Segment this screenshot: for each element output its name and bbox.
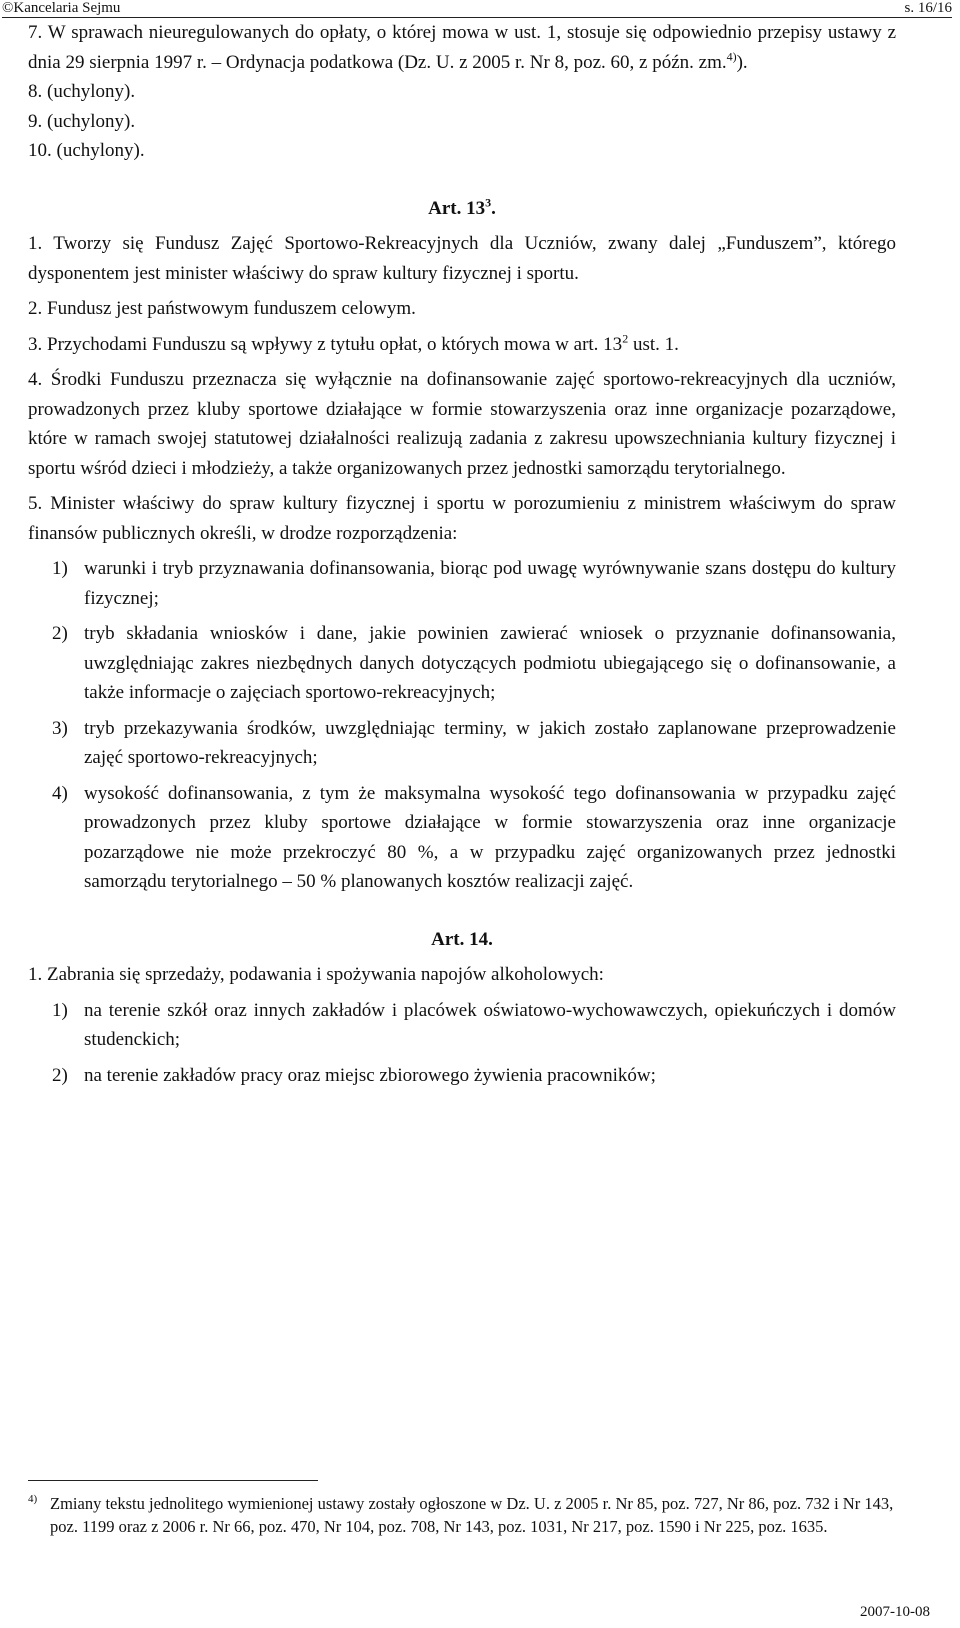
- paragraph-7-end: ).: [736, 51, 748, 73]
- list-item-text: warunki i tryb przyznawania dofinansowania, biorąc pod uwagę wyrównywanie szans dostępu do kultury fizycznej;: [84, 558, 896, 609]
- article-13-paragraph-3-end: ust. 1.: [628, 333, 679, 355]
- footnote-rule: [28, 1480, 318, 1481]
- article-14-paragraph-1: 1. Zabrania się sprzedaży, podawania i spożywania napojów alkoholowych:: [28, 964, 604, 985]
- list-item-number: 2): [52, 623, 68, 644]
- paragraph-7: [28, 18, 896, 77]
- paragraph-10: 10. (uchylony).: [28, 140, 145, 161]
- footnote-mark: 4): [28, 1493, 38, 1505]
- article-13-paragraph-3: [28, 330, 896, 360]
- list-item-number: 2): [52, 1064, 68, 1086]
- list-item: [28, 619, 896, 708]
- article-13-title-end: .: [491, 197, 496, 219]
- article-13-paragraph-2: 2. Fundusz jest państwowym funduszem celowym.: [28, 298, 416, 319]
- document-body: [28, 18, 896, 1090]
- footer-date: 2007-10-08: [860, 1604, 930, 1620]
- article-13-title-text: Art. 13: [428, 197, 486, 219]
- list-item: [28, 554, 896, 613]
- list-item: [28, 1061, 896, 1091]
- list-item-text: tryb składania wniosków i dane, jakie powinien zawierać wniosek o przyznanie dofinansowania, uwzględniając zakres niezbędnych danych dotyczących podmiotu ubiegającego się o dofinansowanie, a także informacje o zajęciach sportowo-rekreacyjnych;: [84, 623, 896, 703]
- list-item-text: tryb przekazywania środków, uwzględniając terminy, w jakich zostało zaplanowane przeprowadzenie zajęć sportowo-rekreacyjnych;: [84, 717, 896, 768]
- paragraph-7-text: 7. W sprawach nieuregulowanych do opłaty, o której mowa w ust. 1, stosuje się odpowiednio przepisy ustawy z dnia 29 sierpnia 1997 r. – Ordynacja podatkowa (Dz. U. z 2005 r. Nr 8, poz. 60, z późn. zm.: [28, 22, 896, 73]
- list-item-text: na terenie zakładów pracy oraz miejsc zbiorowego żywienia pracowników;: [84, 1064, 656, 1086]
- list-item-text: wysokość dofinansowania, z tym że maksymalna wysokość tego dofinansowania w przypadku zajęć prowadzonych przez kluby sportowe działające w formie stowarzyszenia oraz inne organizacje pozarządowe nie może przekroczyć 80 %, a w przypadku zajęć organizowanych przez jednostki samorządu terytorialnego – 50 % planowanych kosztów realizacji zajęć.: [84, 782, 896, 892]
- list-item: [28, 779, 896, 897]
- footnote: [28, 1492, 896, 1538]
- article-13-paragraph-3-sup: 2: [622, 331, 629, 346]
- list-item-text: na terenie szkół oraz innych zakładów i placówek oświatowo-wychowawczych, opiekuńczych i domów studenckich;: [84, 999, 896, 1050]
- article-13-paragraph-3-text: 3. Przychodami Funduszu są wpływy z tytułu opłat, o których mowa w art. 13: [28, 333, 623, 355]
- list-item: [28, 714, 896, 773]
- paragraph-8: 8. (uchylony).: [28, 81, 136, 102]
- footnote-ref: 4): [726, 49, 737, 64]
- article-13-title: [28, 194, 896, 224]
- list-item-number: 4): [52, 782, 68, 804]
- header-page-number: s. 16/16: [904, 0, 952, 16]
- paragraph-9: 9. (uchylony).: [28, 110, 136, 132]
- article-13-paragraph-4: 4. Środki Funduszu przeznacza się wyłącznie na dofinansowanie zajęć sportowo-rekreacyjnych dla uczniów, prowadzonych przez kluby sportowe działające w formie stowarzyszenia oraz inne organizacje pozarządowe, które w ramach swojej statutowej działalności realizują zadania z zakresu upowszechniania kultury fizycznej i sportu wśród dzieci i młodzieży, a także organizowanych przez jednostki samorządu terytorialnego.: [28, 369, 896, 479]
- article-13-paragraph-5: 5. Minister właściwy do spraw kultury fizycznej i sportu w porozumieniu z ministrem właściwym do spraw finansów publicznych określi, w drodze rozporządzenia:: [28, 493, 896, 544]
- article-14-title: Art. 14.: [431, 928, 493, 950]
- list-item-number: 3): [52, 717, 68, 739]
- list-item-number: 1): [52, 558, 68, 579]
- article-13-title-sup: 3: [485, 195, 492, 210]
- list-item: [28, 996, 896, 1055]
- article-13-paragraph-1: 1. Tworzy się Fundusz Zajęć Sportowo-Rekreacyjnych dla Uczniów, zwany dalej „Funduszem”, którego dysponentem jest minister właściwy do spraw kultury fizycznej i sportu.: [28, 233, 896, 284]
- footnote-text: Zmiany tekstu jednolitego wymienionej ustawy zostały ogłoszone w Dz. U. z 2005 r. Nr 85, poz. 727, Nr 86, poz. 732 i Nr 143, poz. 1199 oraz z 2006 r. Nr 66, poz. 470, Nr 104, poz. 708, Nr 143, poz. 1031, Nr 217, poz. 1590 i Nr 225, poz. 1635.: [50, 1494, 894, 1536]
- list-item-number: 1): [52, 999, 68, 1021]
- header-publisher: ©Kancelaria Sejmu: [2, 0, 121, 16]
